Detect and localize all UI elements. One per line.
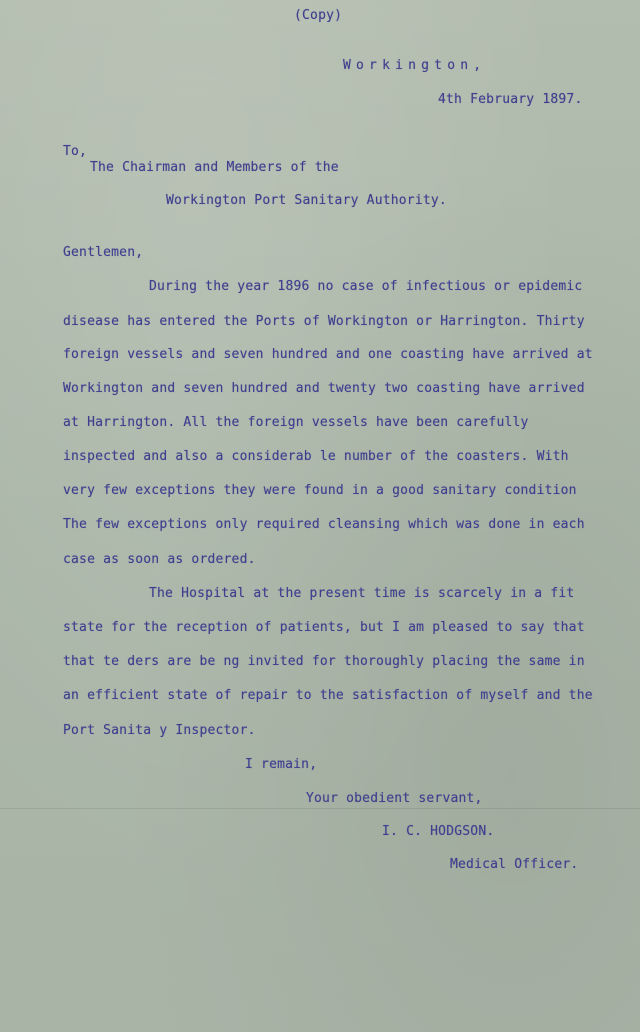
body-line: Workington and seven hundred and twenty two coasting have arrived	[63, 381, 585, 396]
body-line: an efficient state of repair to the satisfaction of myself and the	[63, 688, 593, 703]
salutation: Gentlemen,	[63, 245, 144, 260]
address-line-2: Workington Port Sanitary Authority.	[166, 193, 447, 208]
signature-name: I. C. HODGSON.	[382, 824, 495, 839]
paper-fold-line	[0, 808, 640, 809]
closing-servant: Your obedient servant,	[306, 791, 483, 806]
body-line: case as soon as ordered.	[63, 552, 256, 567]
signatory-title: Medical Officer.	[450, 857, 579, 872]
body-line: very few exceptions they were found in a good sanitary condition	[63, 483, 577, 498]
body-line: inspected and also a considerab le number of the coasters. With	[63, 449, 569, 464]
body-line: The Hospital at the present time is scarcely in a fit	[149, 586, 575, 601]
letter-date: 4th February 1897.	[438, 92, 583, 107]
body-line: disease has entered the Ports of Workington or Harrington. Thirty	[63, 314, 585, 329]
closing-remain: I remain,	[245, 757, 318, 772]
body-line: at Harrington. All the foreign vessels have been carefully	[63, 415, 529, 430]
body-line: that te ders are be ng invited for thoroughly placing the same in	[63, 654, 585, 669]
body-line: Port Sanita y Inspector.	[63, 723, 256, 738]
body-line: state for the reception of patients, but I am pleased to say that	[63, 620, 585, 635]
body-line: The few exceptions only required cleansing which was done in each	[63, 517, 585, 532]
address-to: To,	[63, 144, 88, 159]
body-line: During the year 1896 no case of infectious or epidemic	[149, 279, 583, 294]
body-line: foreign vessels and seven hundred and one coasting have arrived at	[63, 347, 593, 362]
copy-label: (Copy)	[294, 8, 343, 23]
address-line-1: The Chairman and Members of the	[90, 160, 339, 175]
letter-place: Workington,	[343, 58, 487, 73]
